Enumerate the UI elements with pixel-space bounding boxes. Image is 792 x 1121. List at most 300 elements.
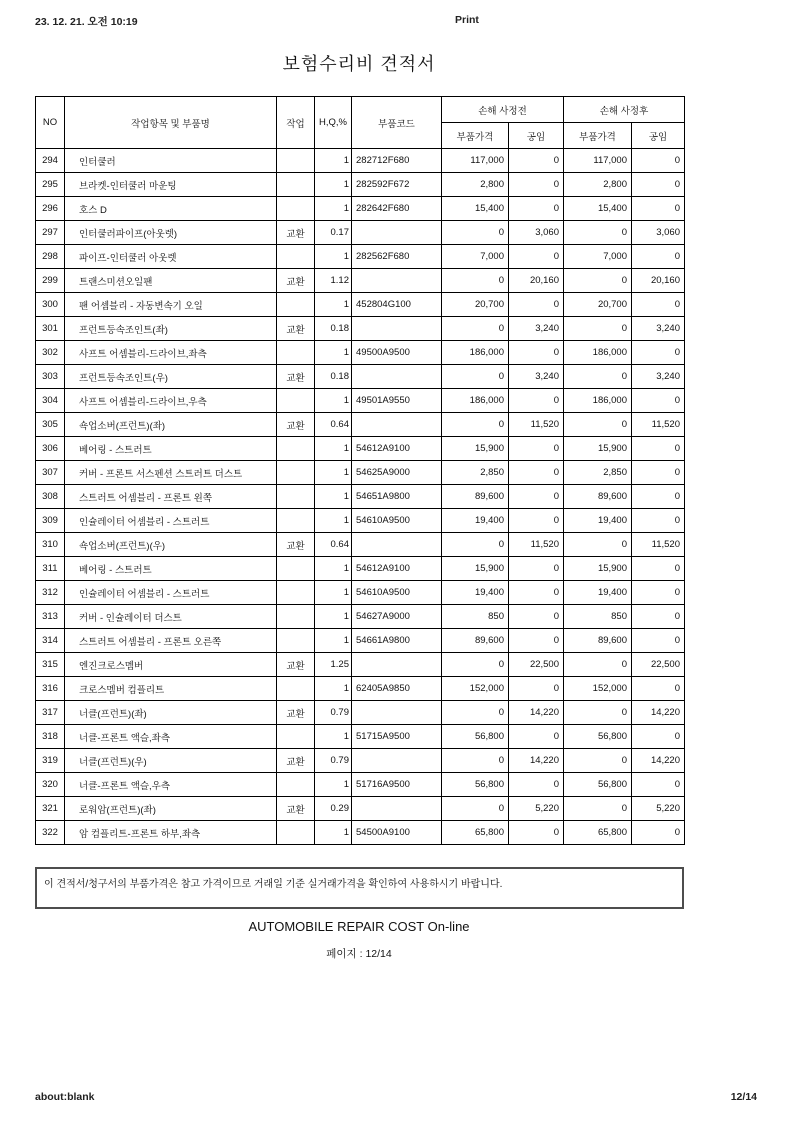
table-row — [36, 365, 685, 389]
cell-part-code — [352, 749, 442, 773]
cell-hq-percent: 1 — [315, 245, 352, 269]
cell-after-part-price: 15,900 — [564, 557, 632, 581]
cell-after-labor: 20,160 — [632, 269, 685, 293]
cell-work-type: 교환 — [277, 365, 315, 389]
table-row — [36, 797, 685, 821]
table-row — [36, 629, 685, 653]
cell-hq-percent: 1.25 — [315, 653, 352, 677]
cell-part-code: 54610A9500 — [352, 509, 442, 533]
cell-part-code: 54651A9800 — [352, 485, 442, 509]
cell-before-part-price: 186,000 — [442, 389, 509, 413]
cell-item-name: 너클-프론트 액슬,좌측 — [65, 725, 277, 749]
cell-hq-percent: 1 — [315, 149, 352, 173]
cell-work-type — [277, 605, 315, 629]
cell-work-type — [277, 341, 315, 365]
cell-after-labor: 14,220 — [632, 701, 685, 725]
cell-work-type — [277, 581, 315, 605]
cell-after-part-price: 56,800 — [564, 773, 632, 797]
table-row — [36, 317, 685, 341]
cell-item-name: 브라켓-인터쿨러 마운팅 — [65, 173, 277, 197]
cell-after-labor: 0 — [632, 149, 685, 173]
cell-after-part-price: 0 — [564, 317, 632, 341]
print-header-datetime: 23. 12. 21. 오전 10:19 — [35, 16, 138, 28]
cell-before-part-price: 186,000 — [442, 341, 509, 365]
cell-after-part-price: 117,000 — [564, 149, 632, 173]
cell-hq-percent: 1.12 — [315, 269, 352, 293]
cell-no: 318 — [36, 725, 65, 749]
cell-part-code: 51716A9500 — [352, 773, 442, 797]
cell-part-code: 282712F680 — [352, 149, 442, 173]
cell-item-name: 너클-프론트 액슬,우측 — [65, 773, 277, 797]
cell-hq-percent: 1 — [315, 677, 352, 701]
cell-no: 309 — [36, 509, 65, 533]
cell-no: 307 — [36, 461, 65, 485]
table-header — [36, 97, 685, 149]
cell-hq-percent: 1 — [315, 581, 352, 605]
table-row — [36, 245, 685, 269]
cell-after-labor: 0 — [632, 509, 685, 533]
cell-item-name: 인터쿨러파이프(아웃렛) — [65, 221, 277, 245]
cell-hq-percent: 1 — [315, 389, 352, 413]
table-row — [36, 677, 685, 701]
cell-item-name: 프런트등속조인트(우) — [65, 365, 277, 389]
cell-after-part-price: 0 — [564, 365, 632, 389]
table-row — [36, 725, 685, 749]
cell-before-labor: 0 — [509, 173, 564, 197]
header-part-code: 부품코드 — [352, 97, 442, 149]
cell-work-type — [277, 293, 315, 317]
cell-hq-percent: 0.17 — [315, 221, 352, 245]
cell-after-part-price: 186,000 — [564, 341, 632, 365]
cell-item-name: 스트러트 어셈블리 - 프론트 오른쪽 — [65, 629, 277, 653]
cell-part-code: 62405A9850 — [352, 677, 442, 701]
cell-hq-percent: 1 — [315, 509, 352, 533]
cell-item-name: 파이프-인터쿨러 아웃렛 — [65, 245, 277, 269]
header-after-assessment: 손해 사정후 — [564, 97, 685, 123]
cell-before-labor: 5,220 — [509, 797, 564, 821]
cell-item-name: 팬 어셈블리 - 자동변속기 오일 — [65, 293, 277, 317]
cell-no: 300 — [36, 293, 65, 317]
cell-item-name: 커버 - 인슐레이터 더스트 — [65, 605, 277, 629]
cell-work-type — [277, 629, 315, 653]
cell-hq-percent: 0.29 — [315, 797, 352, 821]
cell-after-part-price: 56,800 — [564, 725, 632, 749]
header-item: 작업항목 및 부품명 — [65, 97, 277, 149]
cell-after-part-price: 152,000 — [564, 677, 632, 701]
cell-item-name: 암 컴플리트-프론트 하부,좌측 — [65, 821, 277, 845]
cell-no: 296 — [36, 197, 65, 221]
cell-part-code — [352, 317, 442, 341]
cell-after-labor: 22,500 — [632, 653, 685, 677]
cell-before-part-price: 89,600 — [442, 629, 509, 653]
cell-hq-percent: 0.18 — [315, 365, 352, 389]
cell-after-part-price: 0 — [564, 413, 632, 437]
cell-work-type — [277, 437, 315, 461]
cell-before-labor: 14,220 — [509, 701, 564, 725]
cell-no: 298 — [36, 245, 65, 269]
cell-no: 315 — [36, 653, 65, 677]
repair-estimate-table — [35, 96, 685, 845]
cell-after-labor: 0 — [632, 821, 685, 845]
cell-after-labor: 0 — [632, 197, 685, 221]
table-row — [36, 173, 685, 197]
cell-before-part-price: 0 — [442, 317, 509, 341]
cell-part-code: 49501A9550 — [352, 389, 442, 413]
cell-work-type: 교환 — [277, 653, 315, 677]
cell-no: 312 — [36, 581, 65, 605]
cell-before-part-price: 850 — [442, 605, 509, 629]
cell-after-part-price: 15,400 — [564, 197, 632, 221]
cell-part-code: 282592F672 — [352, 173, 442, 197]
cell-part-code: 51715A9500 — [352, 725, 442, 749]
cell-work-type: 교환 — [277, 269, 315, 293]
cell-item-name: 사프트 어셈블리-드라이브,좌측 — [65, 341, 277, 365]
cell-item-name: 프런트등속조인트(좌) — [65, 317, 277, 341]
cell-work-type — [277, 197, 315, 221]
cell-no: 303 — [36, 365, 65, 389]
cell-work-type: 교환 — [277, 701, 315, 725]
cell-before-labor: 0 — [509, 773, 564, 797]
table-row — [36, 701, 685, 725]
cell-after-part-price: 0 — [564, 749, 632, 773]
cell-after-part-price: 0 — [564, 533, 632, 557]
cell-before-labor: 20,160 — [509, 269, 564, 293]
cell-hq-percent: 0.79 — [315, 701, 352, 725]
cell-hq-percent: 1 — [315, 821, 352, 845]
header-after-labor: 공임 — [632, 123, 685, 149]
header-after-part-price: 부품가격 — [564, 123, 632, 149]
cell-no: 294 — [36, 149, 65, 173]
cell-hq-percent: 1 — [315, 293, 352, 317]
cell-before-labor: 3,060 — [509, 221, 564, 245]
cell-before-part-price: 15,900 — [442, 437, 509, 461]
print-footer-page: 12/14 — [730, 1091, 757, 1103]
cell-before-labor: 0 — [509, 509, 564, 533]
cell-before-labor: 0 — [509, 149, 564, 173]
cell-work-type — [277, 485, 315, 509]
cell-no: 295 — [36, 173, 65, 197]
cell-part-code: 54625A9000 — [352, 461, 442, 485]
price-disclaimer-text: 이 견적서/청구서의 부품가격은 참고 가격이므로 거래일 기준 실거래가격을 확인하여 사용하시기 바랍니다. — [44, 879, 503, 890]
table-row — [36, 221, 685, 245]
cell-hq-percent: 1 — [315, 773, 352, 797]
cell-after-labor: 0 — [632, 389, 685, 413]
cell-no: 305 — [36, 413, 65, 437]
cell-hq-percent: 1 — [315, 605, 352, 629]
cell-no: 310 — [36, 533, 65, 557]
cell-before-labor: 0 — [509, 485, 564, 509]
cell-work-type — [277, 773, 315, 797]
cell-part-code — [352, 221, 442, 245]
cell-part-code: 54661A9800 — [352, 629, 442, 653]
cell-before-part-price: 152,000 — [442, 677, 509, 701]
cell-no: 311 — [36, 557, 65, 581]
cell-after-labor: 0 — [632, 245, 685, 269]
cell-before-labor: 0 — [509, 557, 564, 581]
cell-before-labor: 0 — [509, 725, 564, 749]
table-row — [36, 293, 685, 317]
cell-part-code — [352, 365, 442, 389]
cell-work-type: 교환 — [277, 221, 315, 245]
cell-before-labor: 11,520 — [509, 533, 564, 557]
cell-work-type: 교환 — [277, 413, 315, 437]
header-hq: H,Q,% — [315, 97, 352, 149]
cell-before-labor: 0 — [509, 581, 564, 605]
cell-after-part-price: 19,400 — [564, 581, 632, 605]
cell-part-code: 54612A9100 — [352, 557, 442, 581]
cell-work-type — [277, 245, 315, 269]
cell-item-name: 호스 D — [65, 197, 277, 221]
cell-item-name: 쇽업소버(프런트)(우) — [65, 533, 277, 557]
table-row — [36, 773, 685, 797]
cell-work-type: 교환 — [277, 797, 315, 821]
cell-hq-percent: 1 — [315, 485, 352, 509]
cell-hq-percent: 1 — [315, 437, 352, 461]
price-disclaimer-note — [35, 867, 684, 909]
cell-item-name: 엔진크로스멤버 — [65, 653, 277, 677]
table-row — [36, 341, 685, 365]
cell-after-labor: 0 — [632, 485, 685, 509]
cell-hq-percent: 1 — [315, 173, 352, 197]
table-row — [36, 269, 685, 293]
cell-before-labor: 0 — [509, 293, 564, 317]
cell-before-labor: 11,520 — [509, 413, 564, 437]
table-row — [36, 413, 685, 437]
cell-before-labor: 3,240 — [509, 317, 564, 341]
cell-item-name: 인터쿨러 — [65, 149, 277, 173]
cell-after-part-price: 0 — [564, 269, 632, 293]
cell-part-code — [352, 701, 442, 725]
cell-work-type — [277, 821, 315, 845]
cell-part-code: 54500A9100 — [352, 821, 442, 845]
table-row — [36, 605, 685, 629]
cell-work-type — [277, 557, 315, 581]
cell-no: 297 — [36, 221, 65, 245]
cell-no: 322 — [36, 821, 65, 845]
cell-part-code: 54627A9000 — [352, 605, 442, 629]
cell-no: 320 — [36, 773, 65, 797]
cell-after-part-price: 89,600 — [564, 485, 632, 509]
table-row — [36, 821, 685, 845]
cell-item-name: 인슐레이터 어셈블리 - 스트러트 — [65, 509, 277, 533]
cell-before-part-price: 0 — [442, 533, 509, 557]
cell-after-part-price: 0 — [564, 653, 632, 677]
table-row — [36, 389, 685, 413]
cell-before-labor: 0 — [509, 629, 564, 653]
cell-before-part-price: 19,400 — [442, 509, 509, 533]
cell-no: 317 — [36, 701, 65, 725]
cell-part-code — [352, 797, 442, 821]
cell-before-labor: 0 — [509, 341, 564, 365]
cell-work-type: 교환 — [277, 749, 315, 773]
service-name: AUTOMOBILE REPAIR COST On-line — [248, 919, 470, 934]
cell-after-part-price: 0 — [564, 701, 632, 725]
table-body — [36, 149, 685, 845]
cell-before-labor: 0 — [509, 461, 564, 485]
cell-after-labor: 0 — [632, 629, 685, 653]
cell-after-part-price: 7,000 — [564, 245, 632, 269]
cell-hq-percent: 1 — [315, 197, 352, 221]
cell-after-part-price: 89,600 — [564, 629, 632, 653]
cell-no: 299 — [36, 269, 65, 293]
cell-before-part-price: 0 — [442, 413, 509, 437]
cell-part-code: 282562F680 — [352, 245, 442, 269]
cell-after-part-price: 2,800 — [564, 173, 632, 197]
cell-before-part-price: 2,850 — [442, 461, 509, 485]
cell-item-name: 사프트 어셈블리-드라이브,우측 — [65, 389, 277, 413]
cell-after-part-price: 19,400 — [564, 509, 632, 533]
cell-part-code: 282642F680 — [352, 197, 442, 221]
cell-item-name: 스트러트 어셈블리 - 프론트 왼쪽 — [65, 485, 277, 509]
cell-after-part-price: 20,700 — [564, 293, 632, 317]
cell-work-type — [277, 389, 315, 413]
cell-hq-percent: 0.64 — [315, 533, 352, 557]
cell-after-labor: 5,220 — [632, 797, 685, 821]
cell-item-name: 베어링 - 스트러트 — [65, 437, 277, 461]
cell-after-labor: 3,240 — [632, 365, 685, 389]
cell-item-name: 쇽업소버(프런트)(좌) — [65, 413, 277, 437]
cell-after-labor: 11,520 — [632, 533, 685, 557]
header-before-assessment: 손해 사정전 — [442, 97, 564, 123]
table-row — [36, 749, 685, 773]
cell-before-part-price: 15,400 — [442, 197, 509, 221]
document-title: 보험수리비 견적서 — [282, 54, 436, 74]
header-work: 작업 — [277, 97, 315, 149]
cell-after-labor: 11,520 — [632, 413, 685, 437]
cell-no: 306 — [36, 437, 65, 461]
cell-work-type: 교환 — [277, 533, 315, 557]
table-row — [36, 149, 685, 173]
print-footer-url: about:blank — [35, 1091, 95, 1103]
cell-part-code — [352, 413, 442, 437]
table-row — [36, 653, 685, 677]
cell-part-code: 54610A9500 — [352, 581, 442, 605]
cell-after-labor: 0 — [632, 725, 685, 749]
cell-before-labor: 3,240 — [509, 365, 564, 389]
cell-part-code: 54612A9100 — [352, 437, 442, 461]
cell-hq-percent: 1 — [315, 341, 352, 365]
table-row — [36, 557, 685, 581]
cell-after-part-price: 0 — [564, 221, 632, 245]
cell-work-type — [277, 509, 315, 533]
cell-before-part-price: 56,800 — [442, 773, 509, 797]
cell-after-labor: 3,240 — [632, 317, 685, 341]
cell-before-labor: 0 — [509, 245, 564, 269]
cell-hq-percent: 1 — [315, 557, 352, 581]
cell-before-part-price: 0 — [442, 797, 509, 821]
cell-before-part-price: 0 — [442, 701, 509, 725]
table-row — [36, 509, 685, 533]
cell-item-name: 트랜스미션오일팬 — [65, 269, 277, 293]
cell-before-labor: 0 — [509, 389, 564, 413]
cell-no: 304 — [36, 389, 65, 413]
cell-after-labor: 0 — [632, 773, 685, 797]
cell-after-labor: 0 — [632, 293, 685, 317]
cell-part-code — [352, 533, 442, 557]
cell-before-part-price: 0 — [442, 269, 509, 293]
print-header-title: Print — [455, 14, 479, 26]
cell-part-code — [352, 269, 442, 293]
cell-work-type — [277, 725, 315, 749]
cell-hq-percent: 0.18 — [315, 317, 352, 341]
header-no: NO — [36, 97, 65, 149]
cell-item-name: 너클(프런트)(우) — [65, 749, 277, 773]
table-row — [36, 197, 685, 221]
cell-item-name: 크로스멤버 컴플리트 — [65, 677, 277, 701]
table-row — [36, 437, 685, 461]
cell-after-labor: 0 — [632, 341, 685, 365]
cell-no: 319 — [36, 749, 65, 773]
header-before-part-price: 부품가격 — [442, 123, 509, 149]
table-row — [36, 485, 685, 509]
cell-work-type: 교환 — [277, 317, 315, 341]
cell-part-code: 49500A9500 — [352, 341, 442, 365]
cell-item-name: 커버 - 프론트 서스펜션 스트러트 더스트 — [65, 461, 277, 485]
cell-hq-percent: 1 — [315, 725, 352, 749]
cell-before-labor: 14,220 — [509, 749, 564, 773]
cell-before-part-price: 2,800 — [442, 173, 509, 197]
cell-after-part-price: 0 — [564, 797, 632, 821]
cell-after-part-price: 2,850 — [564, 461, 632, 485]
cell-part-code — [352, 653, 442, 677]
cell-after-part-price: 186,000 — [564, 389, 632, 413]
cell-before-labor: 22,500 — [509, 653, 564, 677]
cell-before-part-price: 0 — [442, 221, 509, 245]
cell-hq-percent: 1 — [315, 461, 352, 485]
cell-item-name: 인슐레이터 어셈블리 - 스트러트 — [65, 581, 277, 605]
cell-before-part-price: 65,800 — [442, 821, 509, 845]
cell-before-labor: 0 — [509, 605, 564, 629]
cell-no: 316 — [36, 677, 65, 701]
cell-after-labor: 3,060 — [632, 221, 685, 245]
cell-before-part-price: 7,000 — [442, 245, 509, 269]
cell-after-labor: 0 — [632, 173, 685, 197]
cell-before-part-price: 0 — [442, 365, 509, 389]
cell-after-labor: 0 — [632, 461, 685, 485]
cell-before-labor: 0 — [509, 677, 564, 701]
cell-hq-percent: 0.79 — [315, 749, 352, 773]
cell-after-part-price: 65,800 — [564, 821, 632, 845]
cell-after-part-price: 850 — [564, 605, 632, 629]
cell-before-labor: 0 — [509, 821, 564, 845]
cell-item-name: 너클(프런트)(좌) — [65, 701, 277, 725]
table-row — [36, 461, 685, 485]
cell-no: 314 — [36, 629, 65, 653]
cell-after-labor: 0 — [632, 437, 685, 461]
cell-before-labor: 0 — [509, 437, 564, 461]
cell-before-labor: 0 — [509, 197, 564, 221]
cell-before-part-price: 89,600 — [442, 485, 509, 509]
cell-no: 313 — [36, 605, 65, 629]
cell-before-part-price: 56,800 — [442, 725, 509, 749]
cell-before-part-price: 19,400 — [442, 581, 509, 605]
cell-hq-percent: 0.64 — [315, 413, 352, 437]
cell-before-part-price: 15,900 — [442, 557, 509, 581]
header-before-labor: 공임 — [509, 123, 564, 149]
cell-after-labor: 0 — [632, 581, 685, 605]
cell-after-labor: 0 — [632, 677, 685, 701]
cell-work-type — [277, 677, 315, 701]
cell-work-type — [277, 461, 315, 485]
cell-work-type — [277, 149, 315, 173]
cell-work-type — [277, 173, 315, 197]
cell-after-labor: 0 — [632, 557, 685, 581]
cell-item-name: 로워암(프런트)(좌) — [65, 797, 277, 821]
cell-before-part-price: 0 — [442, 749, 509, 773]
table-row — [36, 533, 685, 557]
cell-no: 301 — [36, 317, 65, 341]
page-indicator: 페이지 : 12/14 — [326, 948, 392, 960]
